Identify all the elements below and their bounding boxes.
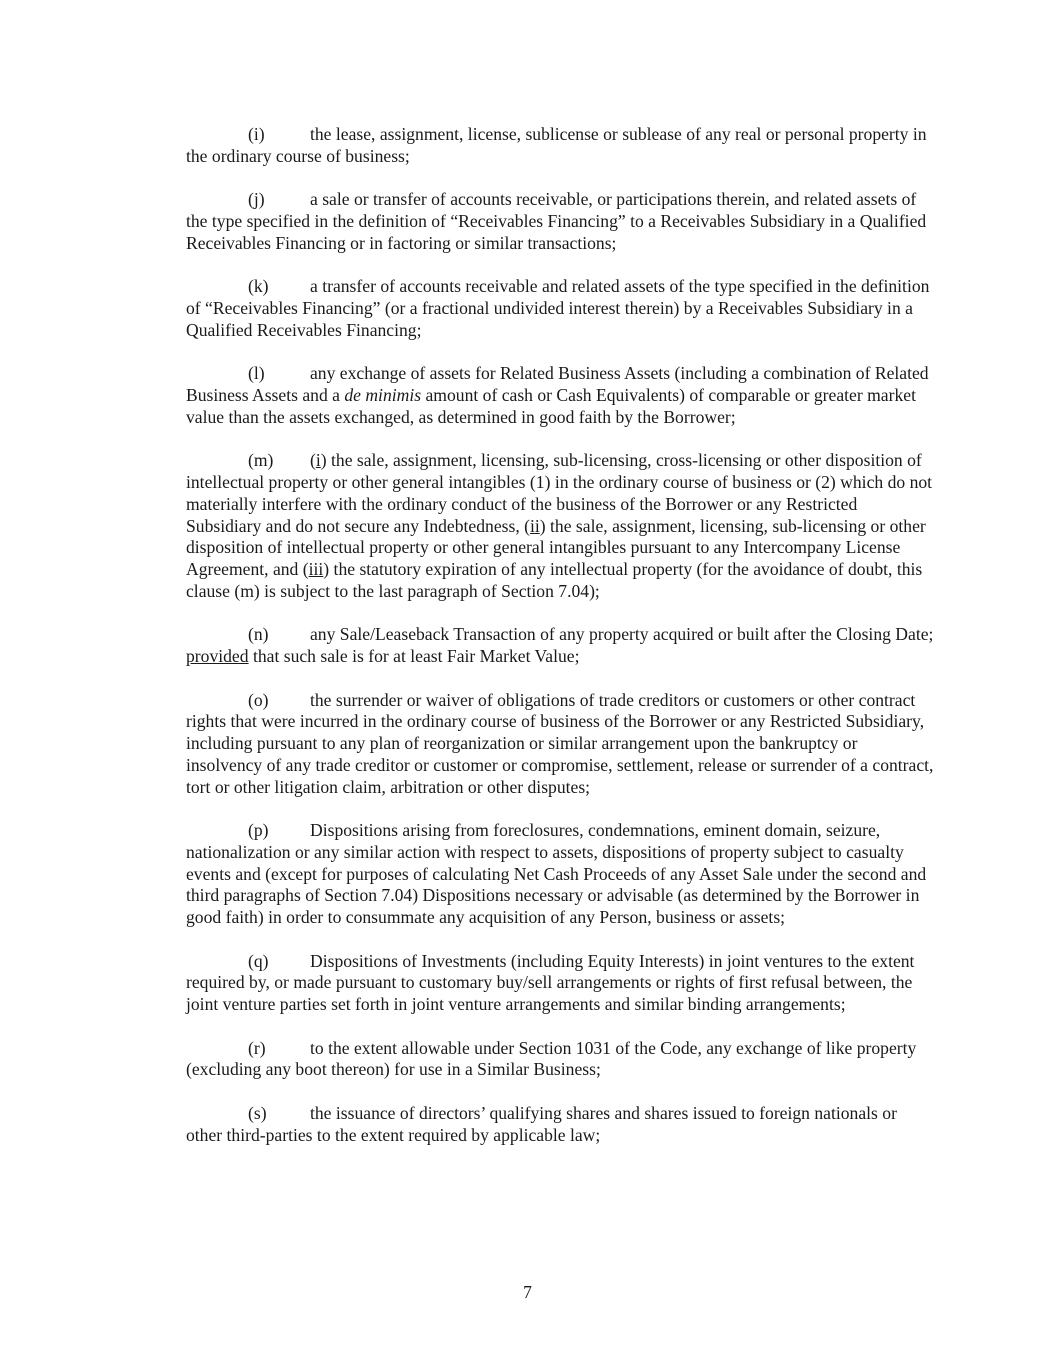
clause-q: [186, 951, 934, 1016]
subclause-marker: ii: [529, 515, 540, 536]
clause-s: [186, 1103, 934, 1147]
clause-text: to the extent allowable under Section 1031 of the Code, any exchange of like property (excluding any boot thereon) for use in a Similar Business;: [186, 1037, 917, 1080]
clause-label: (s): [248, 1102, 267, 1123]
clause-label: (m): [248, 450, 274, 471]
clause-text: the surrender or waiver of obligations of trade creditors or customers or other contract rights that were incurred in the ordinary course of business of the Borrower or any Restricted Subsidiary, including pursuant to any plan of reorganization or similar arrangement upon the bankruptcy or insolvency of any trade creditor or customer or compromise, settlement, release or surrender of a contract, tort or other litigation claim, arbitration or other disputes;: [186, 689, 934, 797]
clause-text: the lease, assignment, license, sublicense or sublease of any real or personal property in the ordinary course of business;: [186, 124, 927, 166]
clause-text: ) the statutory expiration of any intellectual property (for the avoidance of doubt, this clause (m) is subject to the last paragraph of Section 7.04);: [186, 559, 923, 601]
clause-italic-term: de minimis: [344, 384, 422, 405]
page-number: 7: [523, 1282, 532, 1302]
clause-text: a sale or transfer of accounts receivable, or participations therein, and related assets of the type specified in the definition of “Receivables Financing” to a Receivables Subsidiary in a Qualified Receivables Financing or in factoring or similar transactions;: [186, 189, 927, 253]
clause-label: (p): [248, 820, 269, 841]
clause-i: [186, 124, 934, 168]
clause-text: that such sale is for at least Fair Market Value;: [248, 646, 580, 667]
clause-text: Dispositions of Investments (including Equity Interests) in joint ventures to the extent required by, or made pursuant to customary buy/sell arrangements or rights of first refusal between, the joint venture parties set forth in joint venture arrangements and similar binding arrangements;: [186, 950, 915, 1015]
document-body: [186, 124, 934, 1168]
clause-j: [186, 189, 934, 254]
clause-text: amount of cash or Cash Equivalents) of comparable or greater market value than the assets exchanged, as determined in good faith by the Borrower;: [186, 384, 916, 427]
clause-text: the issuance of directors’ qualifying shares and shares issued to foreign nationals or other third-parties to the extent required by applicable law;: [186, 1102, 897, 1145]
clause-label: (o): [248, 689, 269, 710]
clause-l: [186, 363, 934, 428]
clause-label: (l): [248, 363, 265, 384]
clause-r: [186, 1038, 934, 1082]
clause-k: [186, 276, 934, 341]
clause-label: (i): [248, 124, 265, 144]
clause-label: (n): [248, 624, 269, 645]
clause-label: (j): [248, 189, 265, 210]
clause-label: (r): [248, 1037, 266, 1058]
subclause-marker: iii: [308, 559, 324, 580]
clause-n: [186, 624, 934, 668]
subclause-marker: i: [315, 450, 321, 471]
clause-o: [186, 690, 934, 799]
clause-m: (m) (i) the sale, assignment, licensing, sub-licensing, cross-licensing or other disposition of intellectual property or other general intangibles (1) in the ordinary course of business or (2) which do not materially interfere with the ordinary conduct of the business of the Borrower or any Restricted Subsidiary and do not secure any Indebtedness, (ii) the sale, assignment, licensing, sub-licensing or other disposition of intellectual property or other general intangibles pursuant to any Intercompany License Agreement, and (iii) the statutory expiration of any intellectual property (for the avoidance of doubt, this clause (m) is subject to the last paragraph of Section 7.04);: [186, 450, 933, 601]
clause-text: a transfer of accounts receivable and related assets of the type specified in the definition of “Receivables Financing” (or a fractional undivided interest therein) by a Receivables Subsidiary in a Qualified Receivables Financing;: [186, 276, 930, 340]
clause-text: any exchange of assets for Related Business Assets (including a combination of Related Business Assets and a: [186, 363, 929, 405]
clause-text: Dispositions arising from foreclosures, condemnations, eminent domain, seizure, nationalization or any similar action with respect to assets, dispositions of property subject to casualty events and (except for purposes of calculating Net Cash Proceeds of any Asset Sale under the second and third paragraphs of Section 7.04) Dispositions necessary or advisable (as determined by the Borrower in good faith) in order to consummate any acquisition of any Person, business or assets;: [186, 820, 927, 928]
clause-text: ) the sale, assignment, licensing, sub-licensing, cross-licensing or other disposition of intellectual property or other general intangibles (1) in the ordinary course of business or (2) which do not materially interfere with the ordinary conduct of the business of the Borrower or any Restricted Subsidiary and do not secure any Indebtedness, (: [186, 450, 933, 536]
clause-text: any Sale/Leaseback Transaction of any property acquired or built after the Closing Date;: [310, 624, 934, 645]
clause-p: [186, 820, 934, 929]
clause-text: ) the sale, assignment, licensing, sub-licensing or other disposition of intellectual property or other general intangibles pursuant to any Intercompany License Agreement, and (: [186, 515, 926, 580]
clause-label: (k): [248, 276, 269, 297]
clause-label: (q): [248, 950, 269, 971]
underlined-term: provided: [186, 646, 249, 667]
